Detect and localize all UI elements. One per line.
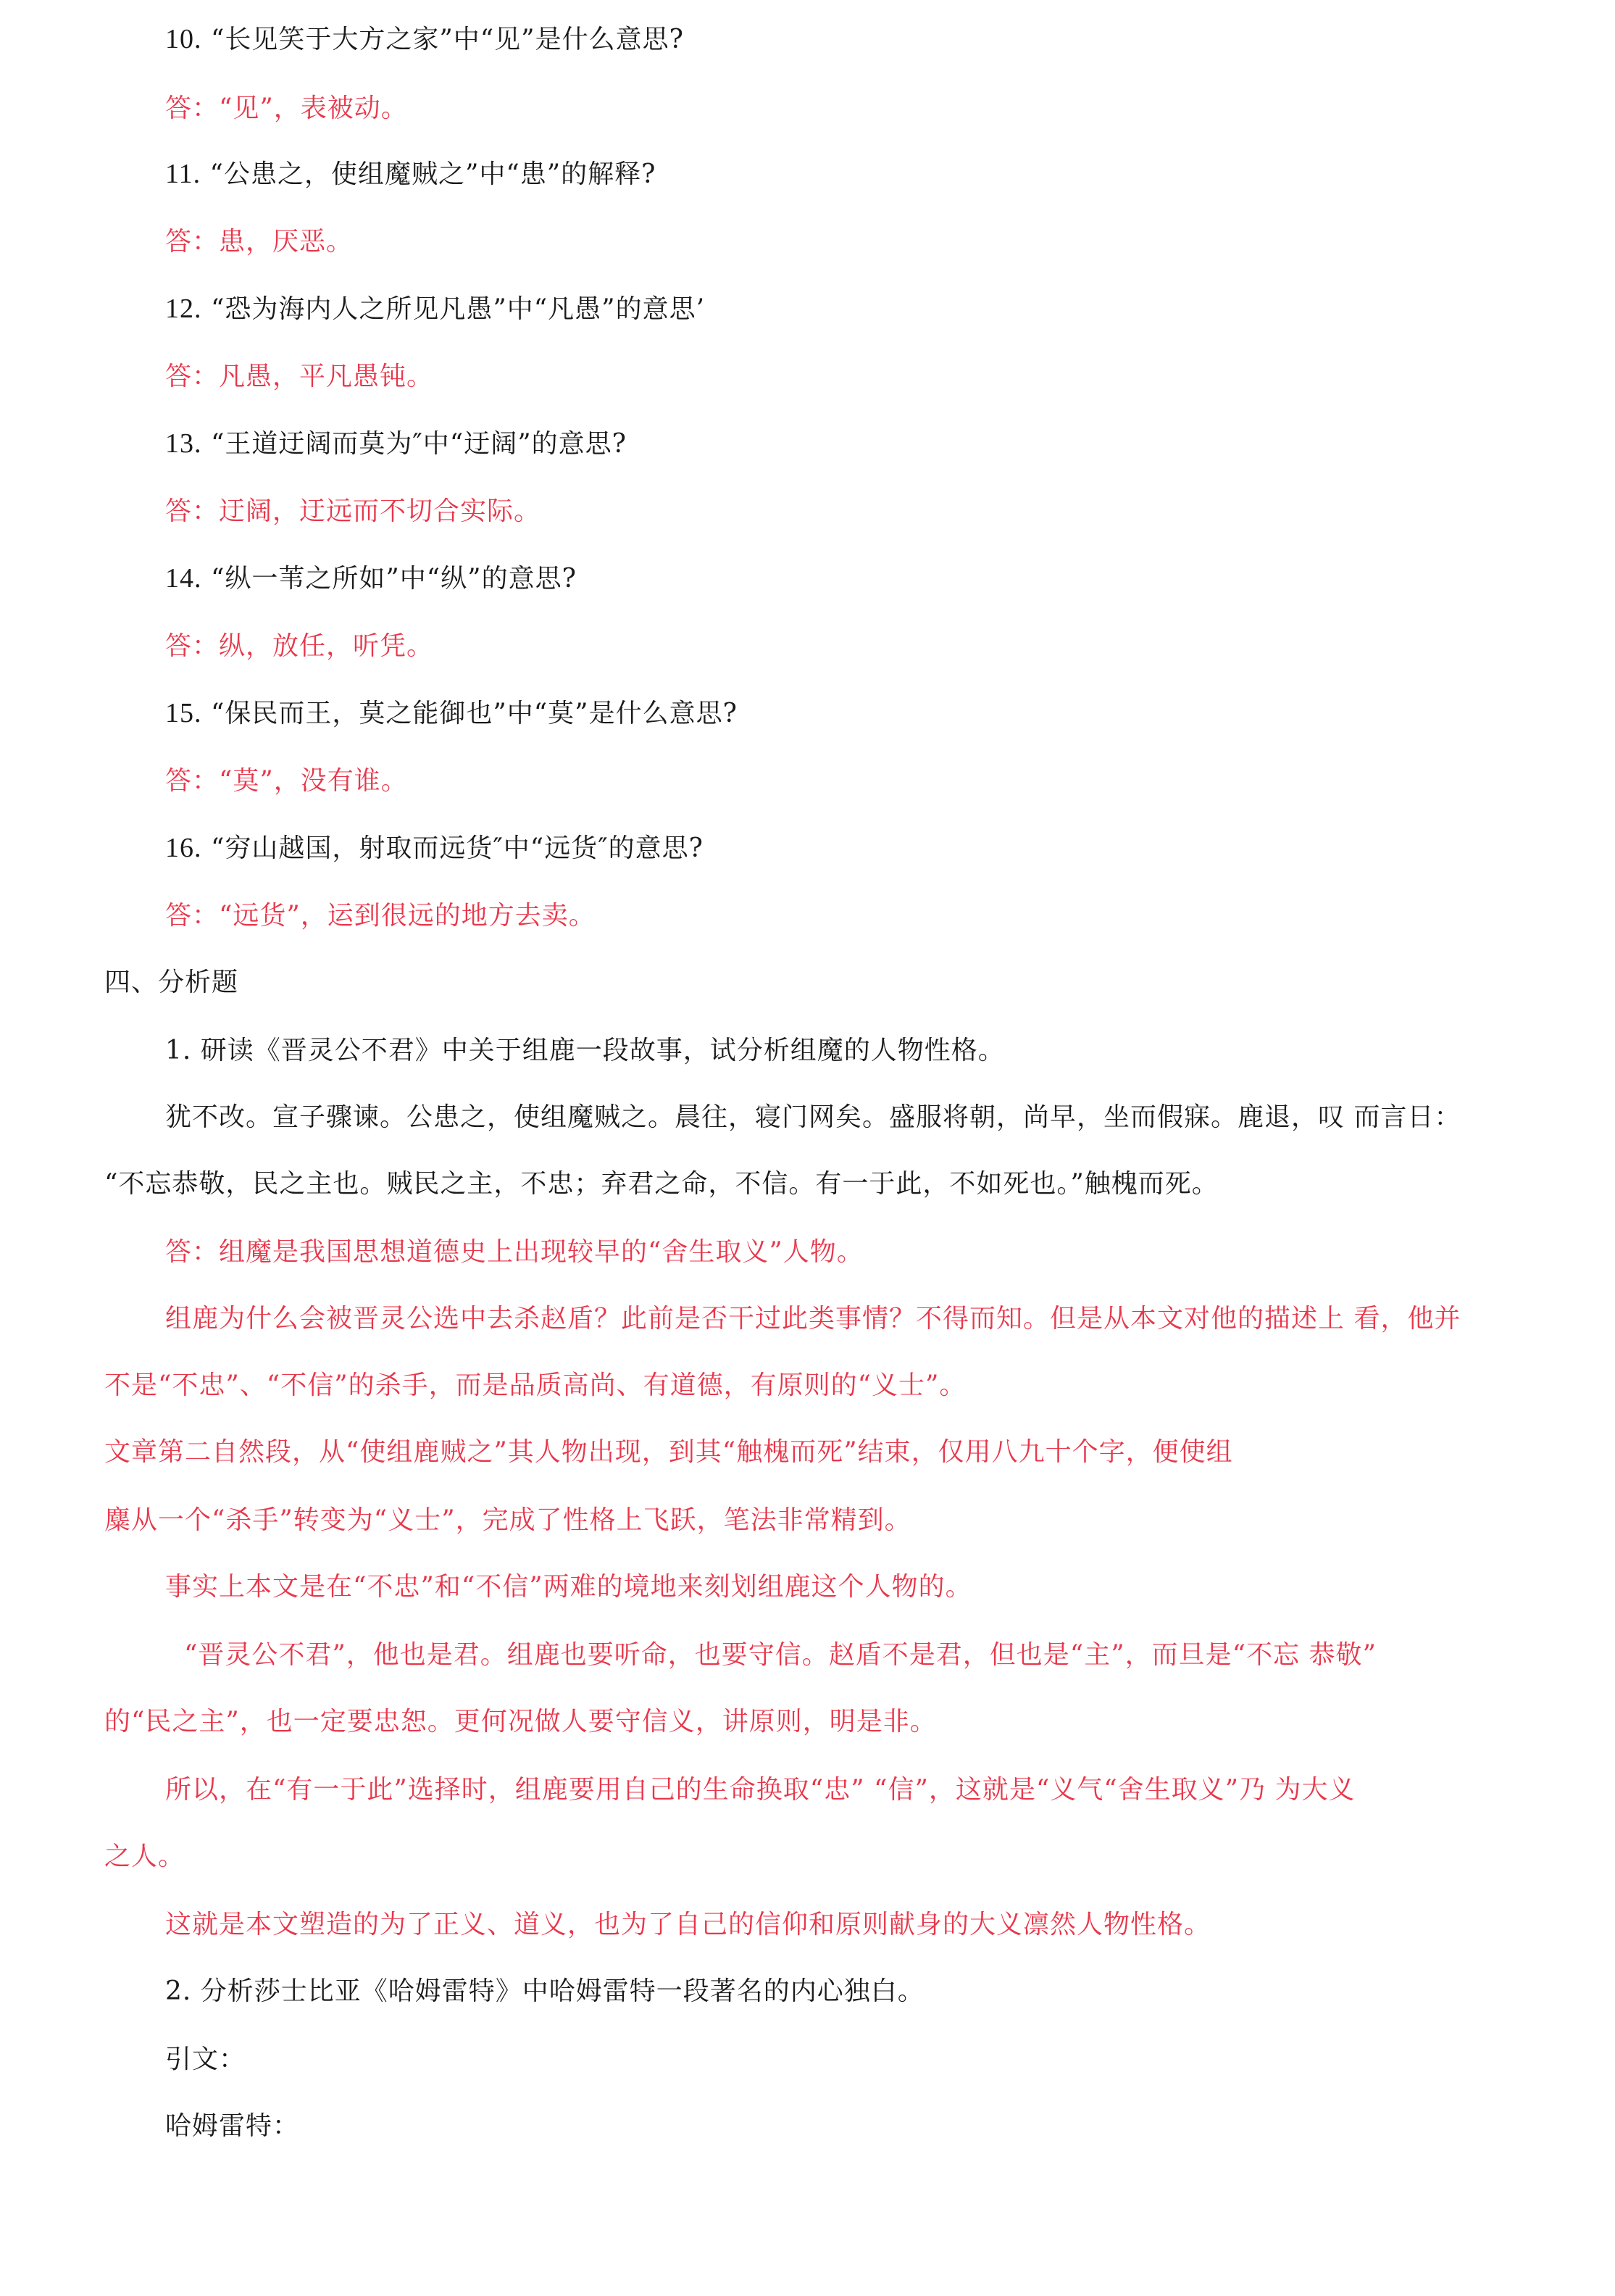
question-14 [165, 562, 577, 595]
answer-line: 之人。 [104, 1842, 185, 1871]
answer-10: 答：“见”，表被动。 [165, 93, 408, 123]
answer-line: “晋灵公不君”，他也是君。组鹿也要听命，也要守信。赵盾不是君，但也是“主”，而旦是“不忘 恭敬” [184, 1640, 1377, 1670]
quote-label: 引文： [165, 2045, 246, 2074]
question-text: “恐为海内人之所见凡愚”中“凡愚”的意思’ [210, 294, 706, 324]
answer-14: 答：纵，放任，听凭。 [165, 631, 434, 661]
question-number: 13. [165, 428, 202, 459]
question-12 [165, 293, 705, 325]
quote-text: “不忘恭敬，民之主也。贼民之主，不忠；弃君之命，不信。有一于此，不如死也。”触槐而死。 [104, 1169, 1219, 1199]
answer-line: 事实上本文是在“不忠”和“不信”两难的境地来刻划组鹿这个人物的。 [165, 1572, 972, 1602]
question-text: “公患之，使组魔贼之”中“患”的解释? [209, 159, 656, 189]
analysis-prompt: 2. 分析莎士比亚《哈姆雷特》中哈姆雷特一段著名的内心独白。 [165, 1976, 925, 2006]
answer-line: 麋从一个“杀手”转变为“义士”，完成了性格上飞跃，笔法非常精到。 [104, 1505, 911, 1535]
answer-13: 答：迂阔，迂远而不切合实际。 [165, 496, 541, 526]
answer-line: 所以，在“有一于此”选择时，组鹿要用自己的生命换取“忠” “信”，这就是“义气“舍生取义”乃 为大义 [165, 1775, 1356, 1805]
question-number: 15. [165, 698, 202, 728]
question-text: “穷山越国，射取而远货″中“远货″的意思? [210, 833, 704, 863]
section-heading: 四、分析题 [104, 968, 239, 997]
answer-15: 答：“莫”，没有谁。 [165, 766, 408, 796]
question-text: “保民而王，莫之能御也”中“莫”是什么意思? [210, 699, 738, 728]
question-13 [165, 428, 627, 460]
question-text: “王道迂阔而莫为″中“迂阔”的意思? [210, 429, 627, 459]
question-number: 11. [165, 159, 201, 189]
quote-text: 犹不改。宣子骤谏。公患之，使组魔贼之。晨往，寝门网矣。盛服将朝，尚早，坐而假寐。鹿退，叹 而言日： [165, 1102, 1461, 1132]
answer-line: 这就是本文塑造的为了正义、道义，也为了自己的信仰和原则献身的大义凛然人物性格。 [165, 1910, 1211, 1939]
answer-line: 的“民之主”，也一定要忠恕。更何况做人要守信义，讲原则，明是非。 [104, 1707, 937, 1736]
question-16 [165, 832, 704, 865]
question-text: “长见笑于大方之家”中“见”是什么意思? [210, 25, 684, 54]
speaker-label: 哈姆雷特： [165, 2111, 300, 2141]
answer-11: 答：患，厌恶。 [165, 227, 354, 257]
answer-12: 答：凡愚，平凡愚钝。 [165, 362, 434, 391]
answer-16: 答：“远货”，运到很远的地方去卖。 [165, 901, 596, 931]
question-number: 16. [165, 833, 202, 863]
question-number: 14. [165, 563, 202, 594]
answer-line: 答：组魔是我国思想道德史上出现较早的“舍生取义”人物。 [165, 1237, 864, 1267]
answer-line: 文章第二自然段，从“使组鹿贼之”其人物出现，到其“触槐而死”结束，仅用八九十个字，便使组 [104, 1437, 1233, 1467]
question-10 [165, 23, 684, 56]
question-number: 12. [165, 294, 202, 324]
question-11 [165, 158, 656, 191]
answer-line: 组鹿为什么会被晋灵公选中去杀赵盾？此前是否干过此类事情？不得而知。但是从本文对他的描述上 看，他并 [165, 1304, 1461, 1334]
answer-line: 不是“不忠”、“不信”的杀手，而是品质高尚、有道德，有原则的“义士”。 [104, 1370, 967, 1400]
analysis-prompt: 1. 研读《晋灵公不君》中关于组鹿一段故事，试分析组魔的人物性格。 [165, 1036, 1005, 1065]
question-number: 10. [165, 24, 202, 54]
question-text: “纵一苇之所如”中“纵”的意思? [210, 564, 577, 594]
question-15 [165, 697, 738, 730]
